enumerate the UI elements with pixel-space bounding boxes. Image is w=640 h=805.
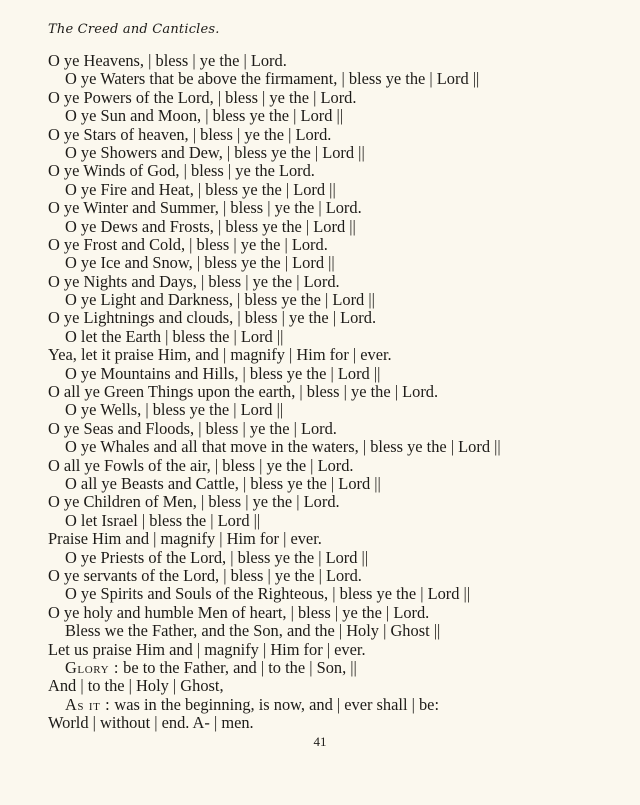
verse-line [0, 622, 640, 640]
verse-text: O ye Ice and Snow, | bless ye the | Lord || [65, 253, 335, 273]
verse-text: O ye Spirits and Souls of the Righteous, | bless ye the | Lord || [65, 584, 471, 604]
verse-text: O ye Children of Men, | bless | ye the | Lord. [48, 492, 340, 512]
verse-line [0, 604, 640, 622]
verse-line [0, 714, 640, 732]
verse-text: O ye Mountains and Hills, | bless ye the | Lord || [65, 363, 381, 383]
verse-text: And | to the | Holy | Ghost, [48, 676, 224, 696]
verse-text: O ye Frost and Cold, | bless | ye the | Lord. [48, 234, 328, 254]
verse-text: O ye Whales and all that move in the waters, | bless ye the | Lord || [65, 437, 501, 457]
verse-text: O ye Nights and Days, | bless | ye the | Lord. [48, 271, 340, 291]
verse-line [0, 144, 640, 162]
verse-line [0, 346, 640, 364]
verse-text: O ye Priests of the Lord, | bless ye the | Lord || [65, 547, 369, 567]
verse-line [0, 52, 640, 70]
verse-lead: As it : [65, 694, 111, 714]
verse-text: O ye Fire and Heat, | bless ye the | Lord || [65, 179, 336, 199]
verse-text: O let Israel | bless the | Lord || [65, 510, 261, 530]
verse-text: Praise Him and | magnify | Him for | ever. [48, 529, 322, 549]
verse-text: was in the beginning, is now, and | ever shall | be: [114, 694, 440, 714]
verse-text: O ye Lightnings and clouds, | bless | ye the | Lord. [48, 308, 377, 328]
verse-text: O ye Powers of the Lord, | bless | ye the | Lord. [48, 87, 357, 107]
verse-text: O all ye Beasts and Cattle, | bless ye the | Lord || [65, 473, 381, 493]
verse-line [0, 401, 640, 419]
verse-text: O ye holy and humble Men of heart, | bless | ye the | Lord. [48, 602, 430, 622]
verse-text: O all ye Fowls of the air, | bless | ye the | Lord. [48, 455, 354, 475]
verse-line [0, 457, 640, 475]
verse-text: O let the Earth | bless the | Lord || [65, 326, 284, 346]
verse-line [0, 70, 640, 88]
verse-text: Let us praise Him and | magnify | Him for | ever. [48, 639, 366, 659]
verse-line [0, 291, 640, 309]
verse-line [0, 475, 640, 493]
verse-line [0, 549, 640, 567]
page-number: 41 [313, 734, 327, 749]
verse-line [0, 365, 640, 383]
verse-text: O ye servants of the Lord, | bless | ye the | Lord. [48, 565, 362, 585]
verse-line [0, 89, 640, 107]
verse-line [0, 309, 640, 327]
verse-line [0, 273, 640, 291]
verse-text: O ye Stars of heaven, | bless | ye the | Lord. [48, 124, 332, 144]
verse-line [0, 107, 640, 125]
verse-text: O ye Seas and Floods, | bless | ye the | Lord. [48, 418, 337, 438]
verse-text: O ye Showers and Dew, | bless ye the | Lord || [65, 142, 365, 162]
verse-line [0, 254, 640, 272]
verse-line [0, 162, 640, 180]
verse-text: O ye Heavens, | bless | ye the | Lord. [48, 51, 287, 70]
verse-text: be to the Father, and | to the | Son, || [123, 657, 357, 677]
verse-line [0, 328, 640, 346]
verse-text: O ye Sun and Moon, | bless ye the | Lord || [65, 106, 344, 126]
verse-lead: Glory : [65, 657, 120, 677]
verse-line [0, 493, 640, 511]
verse-line [0, 659, 640, 677]
verse-text: O ye Wells, | bless ye the | Lord || [65, 400, 284, 420]
verse-line [0, 181, 640, 199]
verse-text: O ye Light and Darkness, | bless ye the | Lord || [65, 290, 375, 310]
verse-line [0, 641, 640, 659]
canticle-text [0, 52, 640, 732]
verse-line [0, 438, 640, 456]
verse-line [0, 126, 640, 144]
verse-line [0, 236, 640, 254]
verse-text: O ye Dews and Frosts, | bless ye the | Lord || [65, 216, 356, 236]
verse-line [0, 383, 640, 401]
verse-line [0, 677, 640, 695]
verse-text: O ye Winds of God, | bless | ye the Lord. [48, 161, 315, 181]
verse-text: Yea, let it praise Him, and | magnify | Him for | ever. [48, 345, 392, 365]
verse-line [0, 199, 640, 217]
verse-line [0, 567, 640, 585]
verse-line [0, 218, 640, 236]
verse-line [0, 585, 640, 603]
verse-text: O ye Winter and Summer, | bless | ye the | Lord. [48, 198, 362, 218]
verse-line [0, 696, 640, 714]
running-head: The Creed and Canticles. [48, 22, 220, 37]
verse-line [0, 512, 640, 530]
verse-text: O ye Waters that be above the firmament, | bless ye the | Lord || [65, 69, 480, 89]
verse-text: World | without | end. A- | men. [48, 713, 254, 733]
verse-line [0, 420, 640, 438]
verse-line [0, 530, 640, 548]
verse-text: O all ye Green Things upon the earth, | bless | ye the | Lord. [48, 382, 439, 402]
verse-text: Bless we the Father, and the Son, and the | Holy | Ghost || [65, 621, 441, 641]
